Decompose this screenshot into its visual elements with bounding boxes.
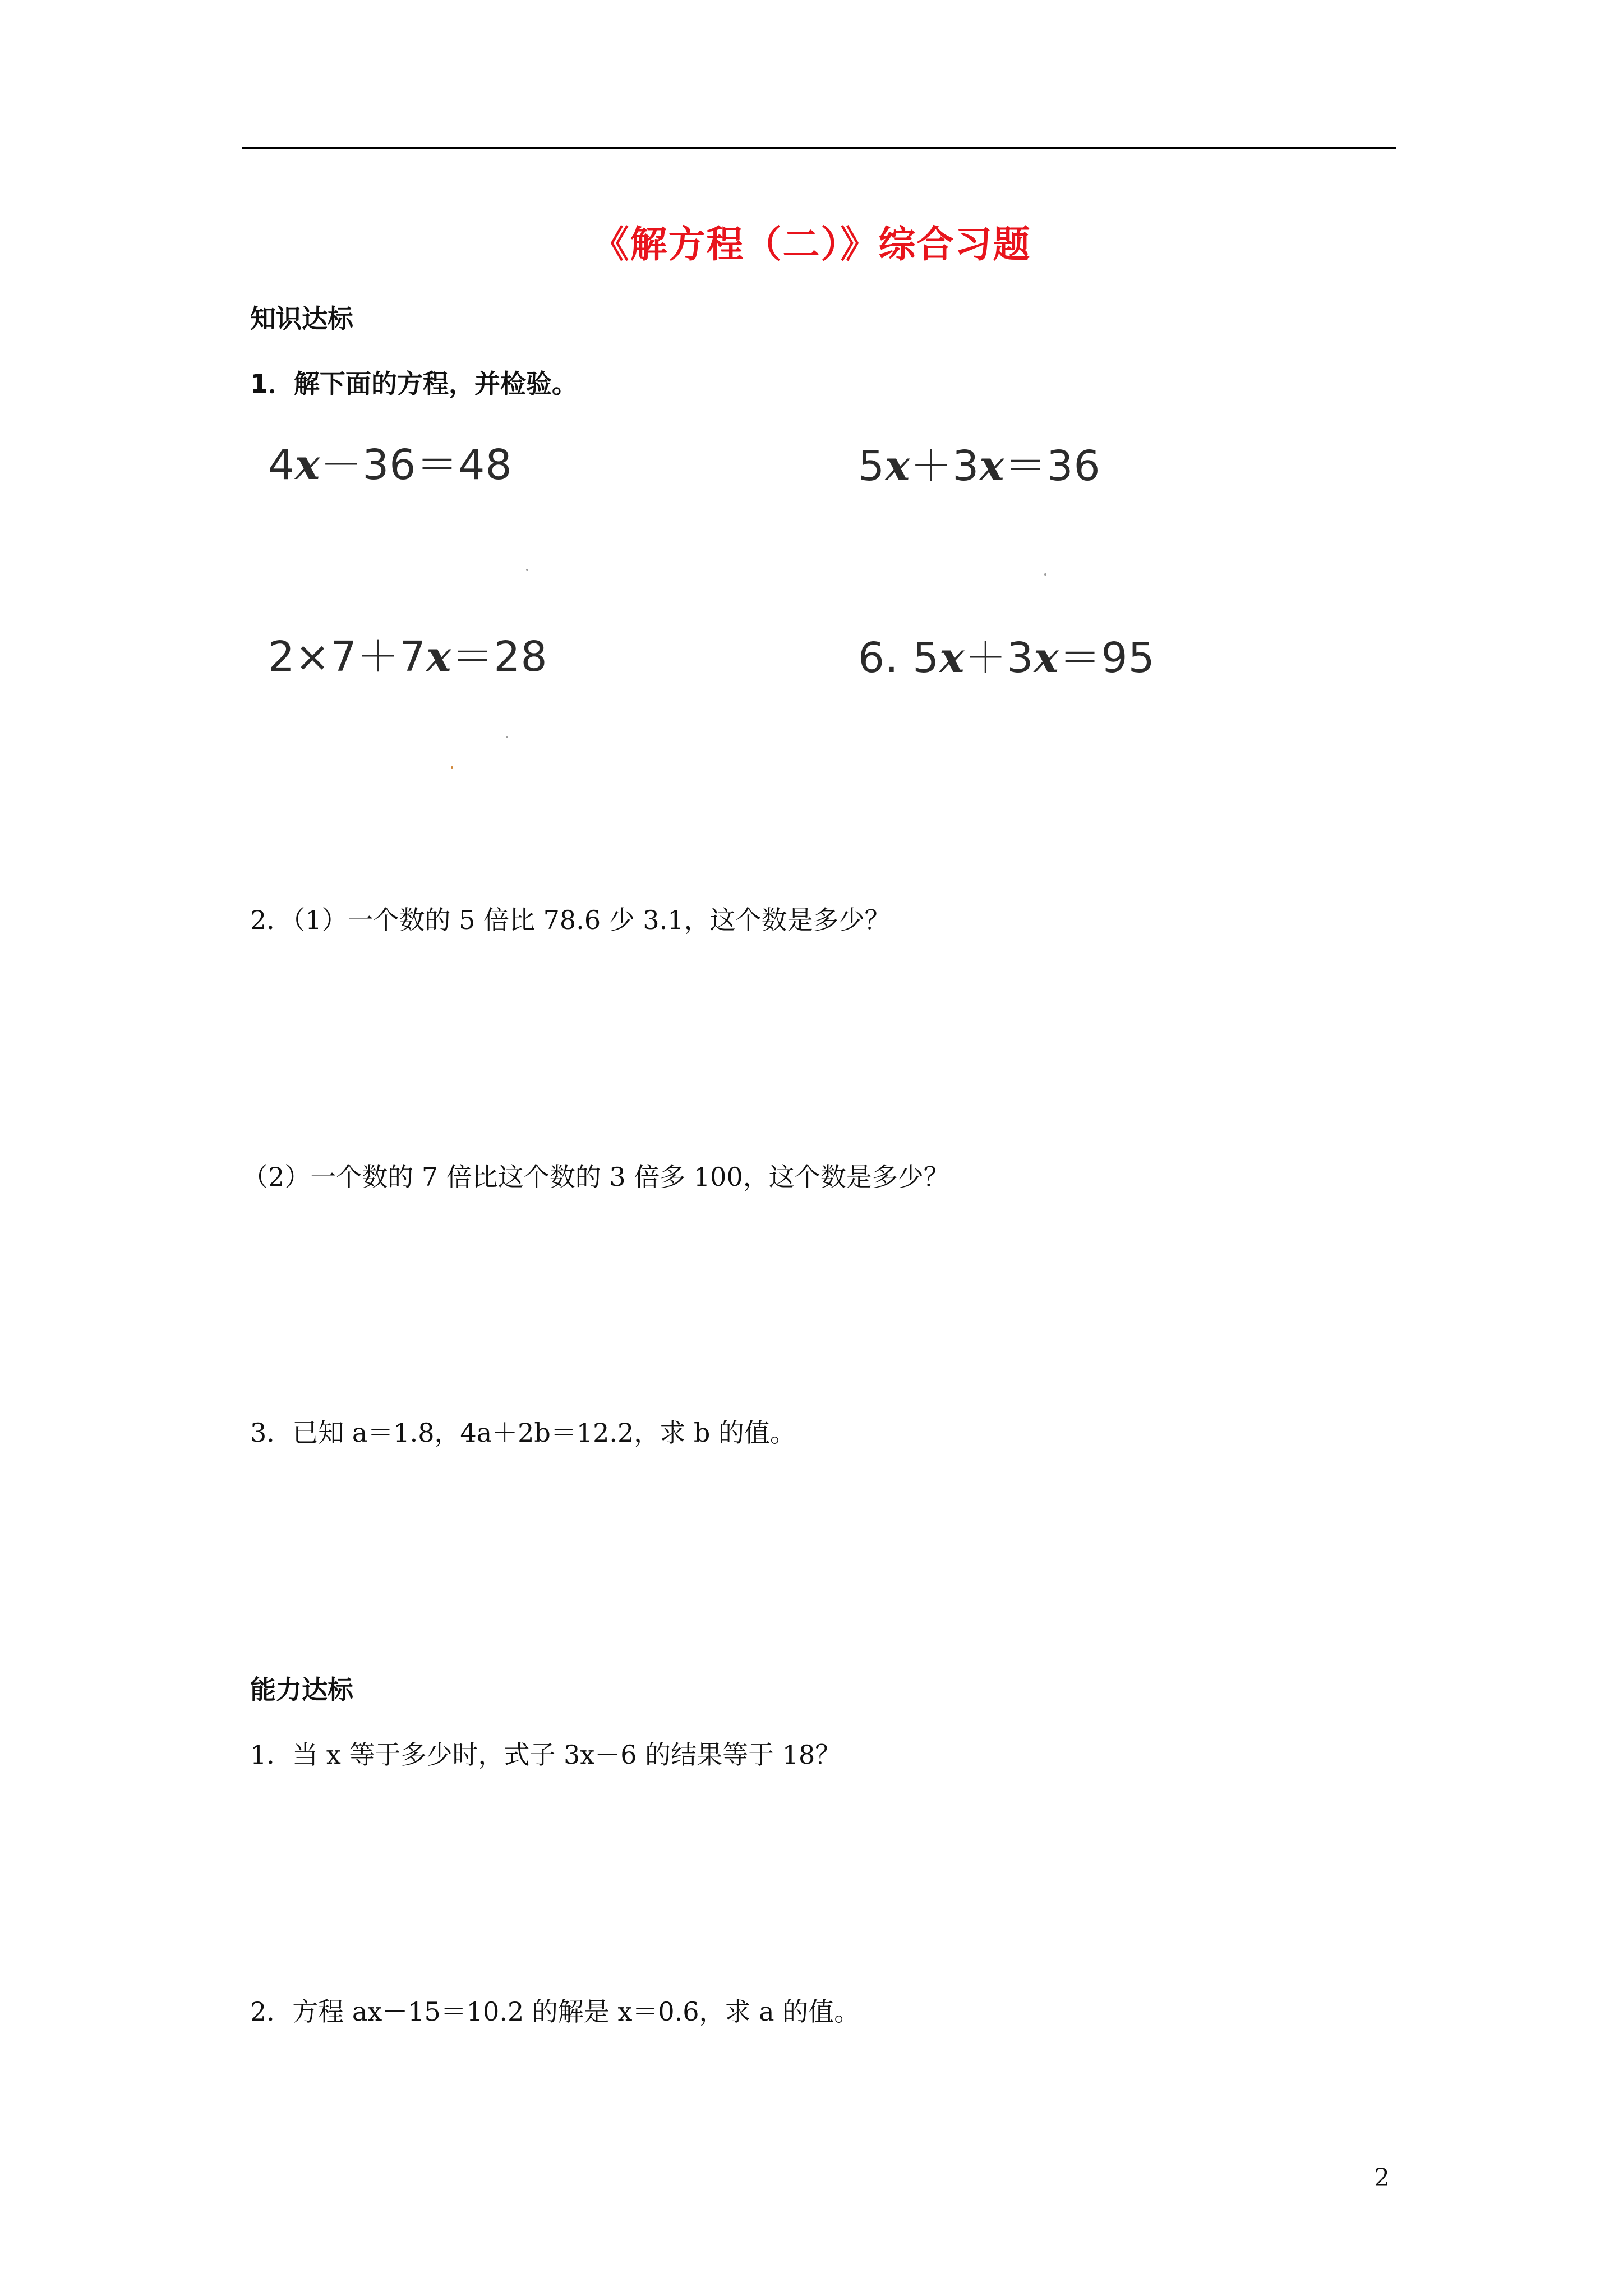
ability-question-2: 2．方程 ax－15＝10.2 的解是 x＝0.6，求 a 的值。 bbox=[250, 1996, 860, 2027]
ability-question-1: 1．当 x 等于多少时，式子 3x－6 的结果等于 18？ bbox=[250, 1740, 841, 1770]
scan-speck bbox=[526, 569, 528, 571]
document-title: 《解方程（二）》综合习题 bbox=[592, 223, 1031, 266]
question-2-part-1: 2．（1）一个数的 5 倍比 78.6 少 3.1，这个数是多少？ bbox=[250, 905, 891, 935]
question-2-part-2: （2）一个数的 7 倍比这个数的 3 倍多 100，这个数是多少？ bbox=[242, 1162, 949, 1192]
equation-2 bbox=[858, 433, 1101, 493]
equation-3-post: ＝28 bbox=[451, 633, 548, 681]
question-1-instruction: 1．解下面的方程，并检验。 bbox=[250, 369, 578, 399]
equation-2-var: x bbox=[885, 442, 911, 490]
equation-1 bbox=[268, 432, 513, 491]
equation-2-mid: ＋3 bbox=[910, 442, 980, 490]
scan-speck bbox=[506, 736, 508, 738]
equation-3 bbox=[268, 624, 548, 683]
equation-4 bbox=[858, 625, 1155, 684]
page-number: 2 bbox=[1374, 2164, 1390, 2192]
equation-4-var: x bbox=[939, 634, 965, 682]
equation-4-post: ＝95 bbox=[1059, 634, 1155, 682]
equation-1-pre: 4 bbox=[268, 441, 296, 489]
equation-4-var2: x bbox=[1034, 634, 1059, 682]
equation-3-pre: 2×7＋7 bbox=[268, 633, 427, 681]
scan-speck bbox=[1044, 573, 1046, 576]
equation-4-mid: ＋3 bbox=[965, 634, 1034, 682]
equation-3-var: x bbox=[426, 633, 452, 681]
equation-2-var2: x bbox=[979, 442, 1005, 490]
scan-speck bbox=[451, 766, 453, 769]
equation-4-pre: 6. 5 bbox=[858, 634, 940, 682]
section-heading-knowledge: 知识达标 bbox=[250, 303, 353, 334]
section-heading-ability: 能力达标 bbox=[250, 1674, 353, 1705]
equation-2-pre: 5 bbox=[858, 442, 886, 490]
equation-1-post: －36＝48 bbox=[320, 441, 513, 489]
question-3: 3．已知 a＝1.8，4a＋2b＝12.2，求 b 的值。 bbox=[250, 1418, 796, 1448]
header-rule bbox=[242, 147, 1396, 149]
equation-1-var: x bbox=[295, 441, 321, 489]
equation-2-post: ＝36 bbox=[1004, 442, 1101, 490]
